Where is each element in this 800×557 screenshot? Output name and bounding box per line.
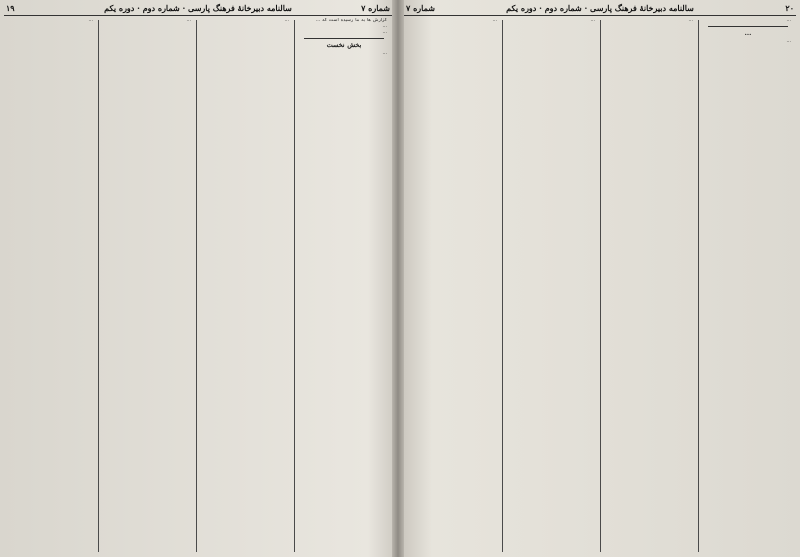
left-col-1-para-4: ... [382,51,387,57]
left-col-1-para-2: ... [382,24,387,30]
right-col-1-para-2: ... [786,39,791,45]
left-page-title: سالنامه دبیرخانهٔ فرهنگ پارسی · شماره دوم · دوره یکم [104,3,292,13]
left-col-2 [200,18,292,554]
right-col-rule-1 [698,20,699,552]
right-col-rule-3 [502,20,503,552]
right-col-4 [406,18,500,554]
right-page-header [404,2,796,16]
left-page [4,2,392,554]
right-col-1 [702,18,794,554]
left-col-1-para-1: گزارش ها به ما رسیده است که ... [315,18,387,23]
left-col-rule-3 [98,20,99,552]
left-page-columns [4,18,392,554]
right-col-2 [604,18,696,554]
left-page-issue: شماره ۷ [361,3,390,13]
right-col-4-para-1: ... [492,18,497,23]
right-col-3 [506,18,598,554]
right-page-number: ۲۰ [785,3,794,13]
right-col-1-divider [708,26,788,27]
left-col-1-para-3: ... [382,30,387,36]
left-page-header [4,2,392,16]
spread-gutter [392,0,404,557]
right-page [404,2,796,554]
right-page-issue: شماره ۷ [406,3,435,13]
left-col-1 [298,18,390,554]
right-col-1-para-1: ... [786,18,791,23]
left-col-4 [6,18,96,554]
left-col-4-para-1: ... [88,18,93,23]
right-col-3-para-1: ... [590,18,595,23]
left-col-1-heading: بخش نخست [326,41,362,50]
left-col-rule-2 [196,20,197,552]
right-page-title: سالنامه دبیرخانهٔ فرهنگ پارسی · شماره دوم · دوره یکم [506,3,694,13]
left-col-rule-1 [294,20,295,552]
right-page-columns [404,18,796,554]
left-page-number: ۱۹ [6,3,15,13]
right-col-1-heading: ... [744,29,752,38]
left-col-2-para-1: ... [284,18,289,23]
left-col-3-para-1: ... [186,18,191,23]
right-col-2-para-1: ... [688,18,693,23]
left-col-1-divider [304,38,384,39]
right-col-rule-2 [600,20,601,552]
left-col-3 [102,18,194,554]
